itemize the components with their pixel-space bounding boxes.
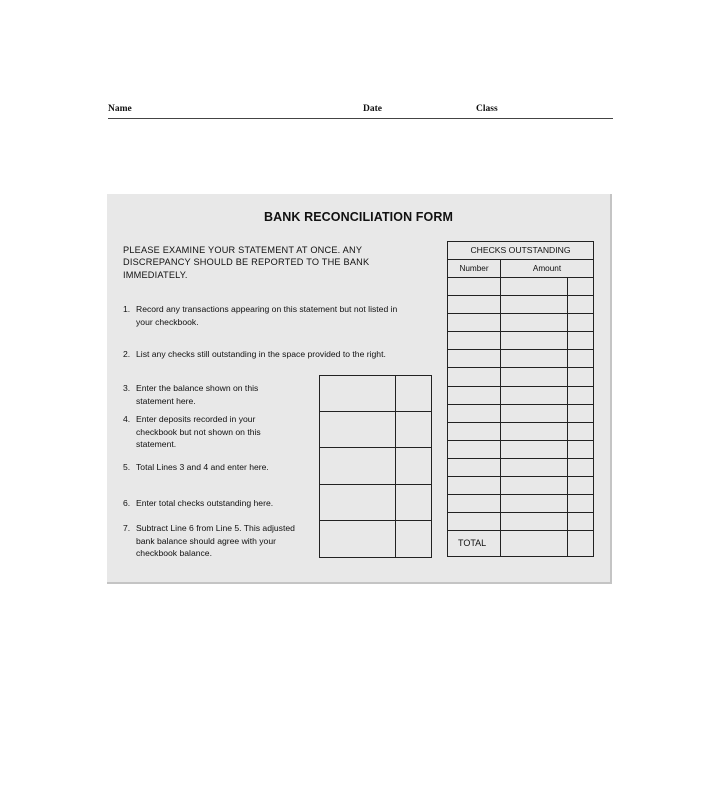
check-entry-row <box>448 314 593 332</box>
check-amount-cents-cell[interactable] <box>568 495 593 512</box>
total-amount-cents[interactable] <box>568 531 593 556</box>
check-number-cell[interactable] <box>448 441 501 458</box>
date-label: Date <box>363 104 382 114</box>
step-text: List any checks still outstanding in the space provided to the right. <box>136 349 386 359</box>
checks-outstanding-header <box>448 260 593 278</box>
checks-outstanding-table <box>447 241 594 557</box>
form-title: BANK RECONCILIATION FORM <box>264 210 453 224</box>
check-entry-row <box>448 405 593 423</box>
step-6 <box>123 497 323 510</box>
check-amount-cents-cell[interactable] <box>568 513 593 530</box>
step-text: Record any transactions appearing on this statement but not listed in your checkbook. <box>136 304 398 327</box>
check-amount-dollars-cell[interactable] <box>501 513 568 530</box>
check-entry-row <box>448 495 593 513</box>
checks-outstanding-title: CHECKS OUTSTANDING <box>448 242 593 260</box>
check-entry-row <box>448 296 593 314</box>
step-number: 6. <box>123 498 131 508</box>
check-number-cell[interactable] <box>448 423 501 440</box>
check-entry-row <box>448 350 593 368</box>
check-entry-row <box>448 387 593 405</box>
entry-line-3[interactable] <box>320 376 431 412</box>
check-amount-cents-cell[interactable] <box>568 350 593 367</box>
check-amount-dollars-cell[interactable] <box>501 459 568 476</box>
check-amount-dollars-cell[interactable] <box>501 314 568 331</box>
step-2 <box>123 348 433 361</box>
step-number: 4. <box>123 414 131 424</box>
check-entry-row <box>448 368 593 386</box>
check-number-cell[interactable] <box>448 495 501 512</box>
step-5 <box>123 461 323 474</box>
check-number-cell[interactable] <box>448 278 501 295</box>
step-number: 5. <box>123 462 131 472</box>
step-7 <box>123 522 309 560</box>
check-entry-row <box>448 459 593 477</box>
entry-line-4[interactable] <box>320 412 431 448</box>
check-entry-row <box>448 278 593 296</box>
step-number: 7. <box>123 523 131 533</box>
check-number-cell[interactable] <box>448 513 501 530</box>
total-amount-dollars[interactable] <box>501 531 568 556</box>
step-text: Enter the balance shown on this statement here. <box>136 383 259 406</box>
check-number-cell[interactable] <box>448 368 501 385</box>
check-entry-row <box>448 332 593 350</box>
entry-line-7[interactable] <box>320 521 431 557</box>
check-amount-cents-cell[interactable] <box>568 477 593 494</box>
step-1 <box>123 303 409 328</box>
check-amount-cents-cell[interactable] <box>568 332 593 349</box>
check-entry-row <box>448 423 593 441</box>
step-number: 1. <box>123 304 131 314</box>
check-amount-dollars-cell[interactable] <box>501 441 568 458</box>
step-number: 3. <box>123 383 131 393</box>
step-3 <box>123 382 285 407</box>
check-entry-row <box>448 477 593 495</box>
step-text: Enter total checks outstanding here. <box>136 498 274 508</box>
check-amount-dollars-cell[interactable] <box>501 296 568 313</box>
check-amount-dollars-cell[interactable] <box>501 477 568 494</box>
check-amount-dollars-cell[interactable] <box>501 278 568 295</box>
check-amount-cents-cell[interactable] <box>568 459 593 476</box>
step-4 <box>123 413 285 451</box>
student-info-header <box>108 104 613 119</box>
check-amount-cents-cell[interactable] <box>568 278 593 295</box>
class-label: Class <box>476 104 498 114</box>
check-amount-cents-cell[interactable] <box>568 423 593 440</box>
check-number-cell[interactable] <box>448 405 501 422</box>
step-number: 2. <box>123 349 131 359</box>
check-amount-cents-cell[interactable] <box>568 441 593 458</box>
entry-line-6[interactable] <box>320 485 431 521</box>
check-amount-dollars-cell[interactable] <box>501 423 568 440</box>
check-amount-cents-cell[interactable] <box>568 296 593 313</box>
check-number-cell[interactable] <box>448 350 501 367</box>
check-amount-dollars-cell[interactable] <box>501 368 568 385</box>
intro-notice: PLEASE EXAMINE YOUR STATEMENT AT ONCE. ANY DISCREPANCY SHOULD BE REPORTED TO THE BANK IMMEDIATELY. <box>123 245 370 280</box>
check-amount-dollars-cell[interactable] <box>501 332 568 349</box>
check-amount-cents-cell[interactable] <box>568 314 593 331</box>
check-entry-row <box>448 441 593 459</box>
check-number-cell[interactable] <box>448 477 501 494</box>
check-amount-cents-cell[interactable] <box>568 368 593 385</box>
check-number-cell[interactable] <box>448 387 501 404</box>
reconciliation-form <box>107 194 612 584</box>
total-row <box>448 531 593 556</box>
check-number-cell[interactable] <box>448 459 501 476</box>
check-entry-row <box>448 513 593 531</box>
check-number-cell[interactable] <box>448 314 501 331</box>
step-text: Subtract Line 6 from Line 5. This adjusted bank balance should agree with your checkbook balance. <box>136 523 295 559</box>
check-amount-dollars-cell[interactable] <box>501 387 568 404</box>
amount-column-header: Amount <box>532 264 562 273</box>
name-label: Name <box>108 104 132 114</box>
entry-line-5[interactable] <box>320 448 431 484</box>
check-amount-cents-cell[interactable] <box>568 387 593 404</box>
check-amount-dollars-cell[interactable] <box>501 350 568 367</box>
step-text: Enter deposits recorded in your checkbook but not shown on this statement. <box>136 414 261 450</box>
step-text: Total Lines 3 and 4 and enter here. <box>136 462 269 472</box>
check-amount-dollars-cell[interactable] <box>501 495 568 512</box>
check-number-cell[interactable] <box>448 296 501 313</box>
number-column-header: Number <box>448 260 501 277</box>
check-number-cell[interactable] <box>448 332 501 349</box>
balance-entry-boxes <box>319 375 432 558</box>
check-amount-dollars-cell[interactable] <box>501 405 568 422</box>
total-label: TOTAL <box>448 531 501 556</box>
check-amount-cents-cell[interactable] <box>568 405 593 422</box>
